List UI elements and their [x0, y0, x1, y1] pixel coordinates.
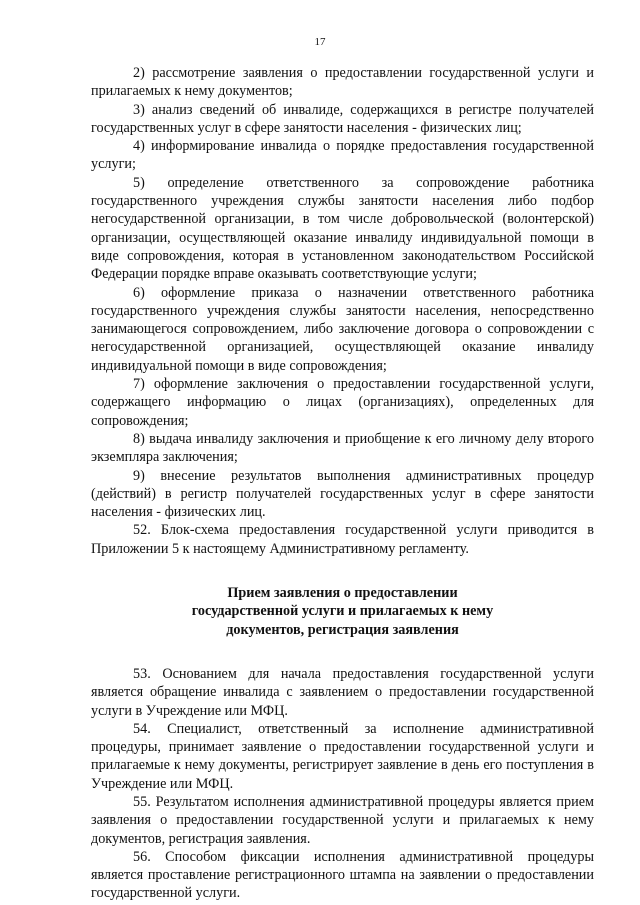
paragraph-56: 56. Способом фиксации исполнения административной процедуры является проставление регистрационного штампа на заявлении о предоставлении государственной услуги. [91, 848, 594, 902]
paragraph-54: 54. Специалист, ответственный за исполнение административной процедуры, принимает заявление о предоставлении государственной услуги и прилагаемые к нему документы, регистрирует заявление в день его поступления в Учреждение или МФЦ. [91, 720, 594, 792]
list-item: 9) внесение результатов выполнения административных процедур (действий) в регистр получателей государственных услуг в сфере занятости населения - физических лиц. [91, 467, 594, 521]
list-item: 4) информирование инвалида о порядке предоставления государственной услуги; [91, 138, 594, 173]
list-item: 5) определение ответственного за сопровождение работника государственного учреждения службы занятости населения либо подбор негосударственной организации, в том числе добровольческой (волонтерской) организации, осуществляющей оказание инвалиду индивидуальной помощи в виде сопровождения, которая в установленном законодательством Российской Федерации порядке вправе оказывать соответствующие услуги; [91, 174, 594, 283]
paragraph-52: 52. Блок-схема предоставления государственной услуги приводится в Приложении 5 к настоящему Административному регламенту. [91, 522, 594, 557]
procedure-list [91, 64, 594, 558]
section-heading-line: Прием заявления о предоставлении [227, 585, 458, 602]
paragraph-55: 55. Результатом исполнения административной процедуры является прием заявления о предоставлении государственной услуги и прилагаемых к нему документов, регистрация заявления. [91, 793, 594, 847]
list-item: 6) оформление приказа о назначении ответственного работника государственного учреждения службы занятости населения, непосредственно занимающегося сопровождением, либо заключение договора о сопровождении с негосударственной организацией, осуществляющей оказание инвалиду индивидуальной помощи в виде сопровождения; [91, 284, 594, 374]
section-heading [91, 584, 594, 639]
section-heading-line: документов, регистрация заявления [226, 621, 459, 638]
list-item: 8) выдача инвалиду заключения и приобщение к его личному делу второго экземпляра заключения; [91, 430, 594, 466]
list-item: 7) оформление заключения о предоставлении государственной услуги, содержащего информацию о лицах (организациях), определенных для сопровождения; [91, 376, 594, 429]
section-heading-line: государственной услуги и прилагаемых к нему [191, 603, 494, 620]
paragraph-53: 53. Основанием для начала предоставления государственной услуги является обращение инвалида с заявлением о предоставлении государственной услуги в Учреждение или МФЦ. [91, 665, 594, 719]
section-body [91, 665, 594, 903]
list-item: 3) анализ сведений об инвалиде, содержащихся в регистре получателей государственных услуг в сфере занятости населения - физических лиц; [91, 101, 594, 136]
page-number: 17 [314, 36, 326, 48]
document-body [91, 64, 594, 903]
list-item: 2) рассмотрение заявления о предоставлении государственной услуги и прилагаемых к нему документов; [91, 65, 594, 100]
